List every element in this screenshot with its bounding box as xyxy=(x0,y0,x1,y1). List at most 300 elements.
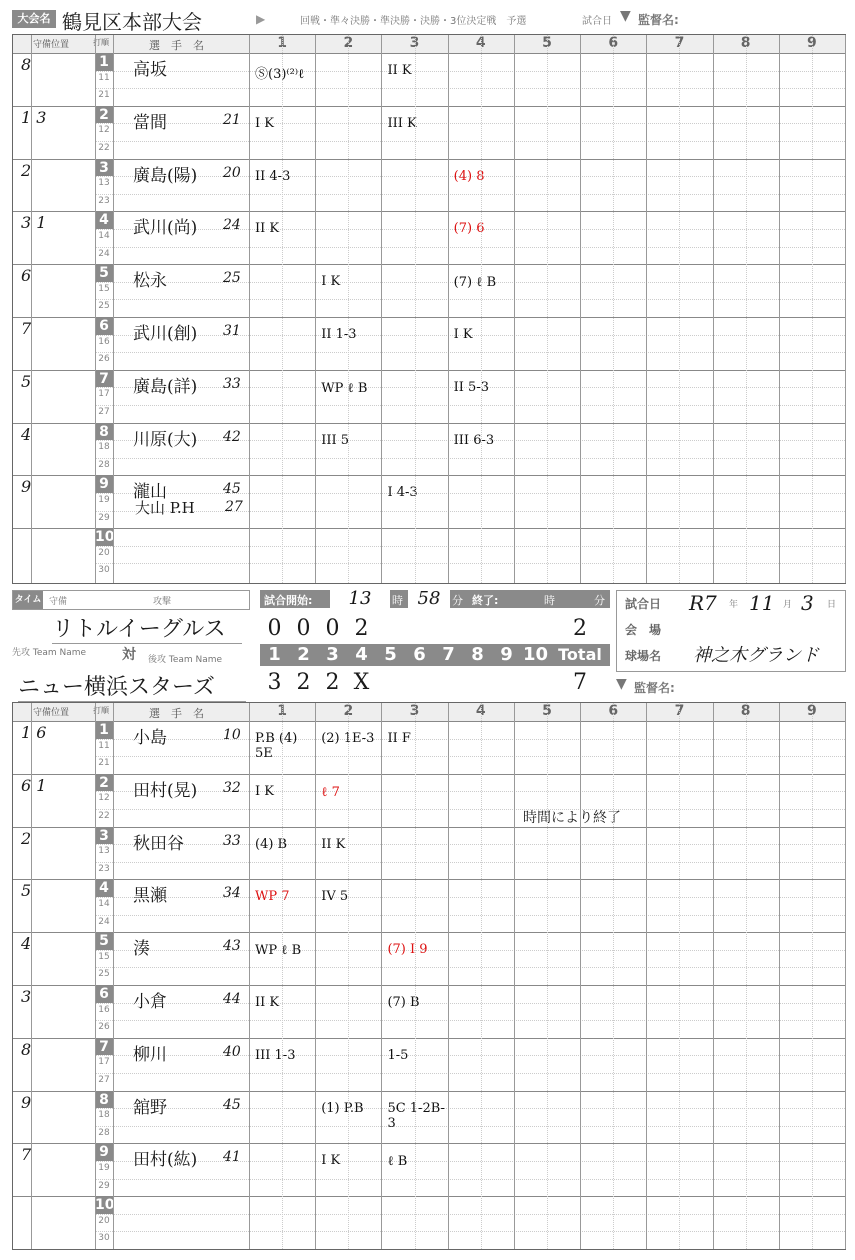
linescore-cell: 2 xyxy=(296,670,311,695)
row-divider xyxy=(13,423,845,424)
triangle-down-icon-2: ▼ xyxy=(616,676,627,692)
position: 1 6 xyxy=(21,723,47,742)
sub-divider xyxy=(348,703,349,1249)
inning-label-1: 1 xyxy=(277,35,287,51)
sub-row-divider xyxy=(95,1073,845,1074)
inning-label-5: 5 xyxy=(542,35,552,51)
position: 7 xyxy=(21,1145,32,1165)
at-bat-mark: (4) 8 xyxy=(453,168,485,184)
sub-row-divider xyxy=(95,1108,845,1109)
sub-order: 15 xyxy=(98,283,110,294)
sub-row-divider xyxy=(95,1179,845,1180)
batting-order-7: 7 xyxy=(95,1039,113,1056)
sub-order: 18 xyxy=(98,442,110,453)
sub-divider xyxy=(613,703,614,1249)
start-hour: 13 xyxy=(330,588,390,608)
sub-order: 17 xyxy=(98,389,110,400)
batting-order-4: 4 xyxy=(95,880,113,897)
sub-divider xyxy=(679,703,680,1249)
sub-order: 19 xyxy=(98,495,110,505)
sub-row-divider xyxy=(95,1055,845,1056)
at-bat-mark: II K xyxy=(321,836,346,852)
sub-row-divider xyxy=(95,897,845,898)
uniform-number: 45 xyxy=(223,1096,241,1113)
sub-order: 16 xyxy=(98,1004,110,1015)
row-divider xyxy=(13,1196,845,1197)
inning-label-2: 2 xyxy=(343,35,354,51)
batting-order-9: 9 xyxy=(95,1144,113,1161)
inning-label-2: 2 xyxy=(343,703,354,719)
sub-order: 13 xyxy=(98,846,110,857)
sub-order: 22 xyxy=(98,811,110,821)
inning-head: 1 xyxy=(260,644,290,666)
row-divider xyxy=(13,264,845,265)
total-cell: 7 xyxy=(573,670,587,695)
position: 8 xyxy=(21,1039,32,1059)
col-divider xyxy=(113,35,114,583)
second-label: 後攻 Team Name xyxy=(148,655,223,665)
row-divider xyxy=(13,879,845,880)
sub-row-divider xyxy=(95,563,845,564)
col-divider xyxy=(249,35,250,583)
inning-label-4: 4 xyxy=(475,703,486,719)
start-bar xyxy=(260,590,610,608)
inning-divider xyxy=(514,703,515,1249)
inning-head: 8 xyxy=(463,644,493,666)
tournament-label: 大会名 xyxy=(12,10,56,28)
row-divider xyxy=(13,211,845,212)
inning-divider xyxy=(779,703,780,1249)
sub-order: 25 xyxy=(98,969,110,980)
sub-order: 26 xyxy=(98,354,110,365)
at-bat-mark: I 4-3 xyxy=(387,485,418,501)
batting-order-3: 3 xyxy=(95,160,113,177)
sub-order: 11 xyxy=(98,740,110,751)
position: 4 xyxy=(21,424,32,444)
sub-order: 28 xyxy=(98,1127,110,1138)
sub-order: 22 xyxy=(98,143,110,153)
substitute-name: 大山 P.H xyxy=(135,499,195,518)
uniform-number: 45 xyxy=(223,481,241,498)
month-unit: 月 xyxy=(783,600,793,610)
start-min: 58 xyxy=(408,588,450,608)
sub-row-divider xyxy=(95,1231,845,1232)
sub-order: 26 xyxy=(98,1022,110,1033)
end-min-unit: 分 xyxy=(594,594,605,607)
row-divider xyxy=(13,53,845,54)
home-linescore-row xyxy=(260,670,610,696)
at-bat-mark: (7) B xyxy=(387,995,420,1010)
row-divider xyxy=(13,528,845,529)
inning-label-1: 1 xyxy=(277,703,287,719)
batting-order-1: 1 xyxy=(95,54,113,71)
inning-label-6: 6 xyxy=(608,35,619,51)
sub-order: 17 xyxy=(98,1057,110,1068)
at-bat-mark: III 6-3 xyxy=(453,432,495,448)
sub-order: 14 xyxy=(98,231,110,241)
manager-label-mid: 監督名: xyxy=(634,681,675,695)
sub-order: 14 xyxy=(98,899,110,909)
sub-order: 23 xyxy=(98,195,110,206)
inning-divider xyxy=(514,35,515,583)
uniform-number: 43 xyxy=(223,938,241,955)
sub-divider xyxy=(481,703,482,1249)
linescore-cell: 2 xyxy=(354,616,369,641)
player-name: 小倉 xyxy=(133,992,167,1012)
at-bat-mark: ℓ B xyxy=(387,1154,408,1170)
player-name: 田村(紘) xyxy=(133,1150,198,1171)
sub-order: 21 xyxy=(98,758,110,769)
player-name: 舘野 xyxy=(133,1097,167,1118)
at-bat-mark: ℓ 7 xyxy=(321,784,340,800)
uniform-number: 44 xyxy=(223,991,241,1007)
at-bat-mark: II F xyxy=(387,731,411,746)
inning-divider xyxy=(845,35,846,583)
col-divider xyxy=(95,703,96,1249)
tournament-name: 鶴見区本部大会 xyxy=(62,6,242,36)
batting-order-3: 3 xyxy=(95,828,113,845)
at-bat-mark: WP ℓ B xyxy=(321,380,368,396)
inning-head: 3 xyxy=(318,644,348,666)
row-divider xyxy=(13,932,845,933)
sub-divider xyxy=(812,35,813,583)
visitor-team-name: リトルイーグルス xyxy=(52,612,242,644)
position: 1 3 xyxy=(21,107,47,127)
inning-divider xyxy=(646,703,647,1249)
lineup-header: 守備位置 xyxy=(33,40,70,50)
sub-divider xyxy=(746,35,747,583)
player-header: 選 手 名 xyxy=(149,39,204,52)
inning-divider xyxy=(779,35,780,583)
sub-row-divider xyxy=(95,511,845,512)
at-bat-mark: II K xyxy=(255,221,280,237)
year-unit: 年 xyxy=(729,600,739,610)
at-bat-mark: I K xyxy=(321,274,341,290)
sub-row-divider xyxy=(95,71,845,72)
sub-order: 28 xyxy=(98,459,110,470)
uniform-number: 32 xyxy=(223,779,241,796)
first-label: 先攻 Team Name xyxy=(12,648,87,658)
row-divider xyxy=(13,827,845,828)
uniform-number: 42 xyxy=(223,428,241,445)
at-bat-mark: II K xyxy=(387,63,412,78)
vs-label: 対 xyxy=(122,647,136,663)
col-divider xyxy=(249,703,250,1249)
sub-order: 25 xyxy=(98,301,110,312)
sub-divider xyxy=(481,35,482,583)
batting-order-6: 6 xyxy=(95,986,113,1003)
sub-divider xyxy=(812,703,813,1249)
batting-order-2: 2 xyxy=(95,107,113,124)
atk-label: 攻撃 xyxy=(153,597,172,607)
linescore-cell: 0 xyxy=(267,616,282,641)
inning-divider xyxy=(580,703,581,1249)
player-name: 松永 xyxy=(133,271,167,292)
uniform-number: 10 xyxy=(223,727,241,743)
at-bat-mark: (4) B xyxy=(255,836,288,852)
at-bat-mark: III 5 xyxy=(321,432,350,448)
at-bat-mark: Ⓢ(3)⁽²⁾ℓ xyxy=(255,67,305,82)
uniform-number: 40 xyxy=(223,1043,241,1060)
col-divider xyxy=(113,703,114,1249)
player-name: 秋田谷 xyxy=(133,833,184,854)
player-name: 小島 xyxy=(133,728,167,748)
hour-unit: 時 xyxy=(392,594,403,607)
game-info-box xyxy=(616,590,846,672)
batting-order-6: 6 xyxy=(95,318,113,335)
order-header: 打順 xyxy=(93,38,109,47)
min-unit: 分 xyxy=(452,594,463,607)
linescore-cell: 0 xyxy=(296,616,311,641)
position: 8 xyxy=(21,55,32,74)
row-divider xyxy=(13,721,845,722)
position: 7 xyxy=(21,319,32,338)
linescore-cell: 2 xyxy=(325,670,340,695)
col-divider xyxy=(31,703,32,1249)
sub-row-divider xyxy=(95,299,845,300)
sub-row-divider xyxy=(95,493,845,494)
linescore-cell: 3 xyxy=(267,670,282,695)
player-name: 武川(創) xyxy=(133,324,198,344)
row-divider xyxy=(13,370,845,371)
inning-head: 4 xyxy=(347,644,377,666)
batting-order-5: 5 xyxy=(95,265,113,282)
home-scoresheet xyxy=(12,702,846,1250)
at-bat-mark: (2) 1E-3 xyxy=(321,731,375,746)
at-bat-mark: 5C 1-2B-3 xyxy=(387,1100,445,1131)
at-bat-mark: I K xyxy=(255,115,274,131)
sub-order: 20 xyxy=(98,547,110,558)
at-bat-mark: WP 7 xyxy=(255,889,290,905)
row-divider xyxy=(13,106,845,107)
sub-divider xyxy=(415,35,416,583)
sub-row-divider xyxy=(95,1214,845,1215)
batting-order-5: 5 xyxy=(95,933,113,950)
sub-row-divider xyxy=(95,1020,845,1021)
inning-head: 2 xyxy=(289,644,319,666)
inning-head: 10 xyxy=(521,644,551,666)
home-team-name: ニュー横浜スターズ xyxy=(18,670,246,702)
batting-order-8: 8 xyxy=(95,424,113,441)
player-name: 湊 xyxy=(133,939,150,960)
end-hour-unit: 時 xyxy=(544,594,555,607)
inning-label-7: 7 xyxy=(674,703,685,719)
at-bat-mark: II 1-3 xyxy=(321,327,357,342)
uniform-number: 41 xyxy=(223,1149,241,1166)
sub-divider xyxy=(547,35,548,583)
sub-row-divider xyxy=(95,791,845,792)
row-divider xyxy=(13,1143,845,1144)
date-month: 11 xyxy=(749,591,775,615)
sub-row-divider xyxy=(95,756,845,757)
sub-row-divider xyxy=(95,247,845,248)
field-label: 球場名 xyxy=(625,649,662,663)
at-bat-mark: I K xyxy=(321,1153,341,1169)
player-header-bottom: 選 手 名 xyxy=(149,707,204,720)
sub-order: 18 xyxy=(98,1110,110,1121)
sub-row-divider xyxy=(95,950,845,951)
batting-order-8: 8 xyxy=(95,1092,113,1109)
inning-divider xyxy=(315,35,316,583)
inning-label-9: 9 xyxy=(807,35,817,51)
position: 3 xyxy=(21,987,32,1006)
inning-label-3: 3 xyxy=(409,703,420,719)
sub-order: 19 xyxy=(98,1163,110,1173)
row-divider xyxy=(13,1038,845,1039)
venue-label: 会 場 xyxy=(625,623,662,637)
visitor-linescore-row xyxy=(260,616,610,642)
sub-row-divider xyxy=(95,915,845,916)
sub-row-divider xyxy=(95,1003,845,1004)
start-label: 試合開始: xyxy=(264,594,313,607)
linescore-cell: X xyxy=(353,670,370,695)
col-divider xyxy=(95,35,96,583)
inning-label-8: 8 xyxy=(740,35,751,51)
sub-row-divider xyxy=(95,967,845,968)
player-name: 川原(大) xyxy=(133,429,198,450)
inning-divider xyxy=(845,703,846,1249)
order-header-bottom: 打順 xyxy=(93,706,109,715)
batting-order-7: 7 xyxy=(95,371,113,388)
sub-divider xyxy=(746,703,747,1249)
uniform-number: 31 xyxy=(223,323,241,339)
inning-label-4: 4 xyxy=(475,35,486,51)
inning-label-5: 5 xyxy=(542,703,552,719)
inning-label-6: 6 xyxy=(608,703,619,719)
total-cell: 2 xyxy=(573,616,587,641)
def-label: 守備 xyxy=(49,597,68,607)
triangle-down-icon: ▼ xyxy=(620,8,631,24)
sub-divider xyxy=(613,35,614,583)
uniform-number: 24 xyxy=(223,217,241,234)
player-name: 瀧山 xyxy=(133,482,167,503)
uniform-number: 25 xyxy=(223,270,241,287)
uniform-number: 33 xyxy=(223,375,241,392)
total-head: Total xyxy=(550,644,610,666)
player-name: 當間 xyxy=(133,112,167,133)
inning-head: 6 xyxy=(405,644,435,666)
at-bat-mark: WP ℓ B xyxy=(255,943,302,959)
batting-order-1: 1 xyxy=(95,722,113,739)
sub-row-divider xyxy=(95,458,845,459)
sub-order: 30 xyxy=(98,565,110,576)
at-bat-mark: II K xyxy=(255,995,280,1010)
sub-row-divider xyxy=(95,141,845,142)
sub-row-divider xyxy=(95,862,845,863)
position: 2 xyxy=(21,828,32,848)
sub-row-divider xyxy=(95,194,845,195)
row-divider xyxy=(13,475,845,476)
sub-order: 23 xyxy=(98,863,110,874)
position: 5 xyxy=(21,881,32,901)
inning-head-row xyxy=(260,644,610,668)
end-label: 終了: xyxy=(472,594,499,607)
inning-divider xyxy=(448,703,449,1249)
uniform-number: 21 xyxy=(223,111,241,128)
inning-head: 7 xyxy=(434,644,464,666)
round-options: 回戦・準々決勝・準決勝・決勝・3位決定戦 予選 xyxy=(300,16,527,27)
inning-divider xyxy=(315,703,316,1249)
at-bat-mark: III K xyxy=(387,115,417,131)
player-name: 廣島(陽) xyxy=(133,165,198,186)
position: 9 xyxy=(21,477,32,497)
sub-divider xyxy=(679,35,680,583)
date-era: R7 xyxy=(689,591,717,615)
position: 4 xyxy=(21,934,32,954)
game-date-label: 試合日 xyxy=(582,16,612,27)
sub-order: 24 xyxy=(98,248,110,259)
visitor-scoresheet xyxy=(12,34,846,584)
player-name: 廣島(詳) xyxy=(133,376,198,397)
inning-head: 5 xyxy=(376,644,406,666)
sub-row-divider xyxy=(95,739,845,740)
batting-order-4: 4 xyxy=(95,212,113,229)
sub-divider xyxy=(348,35,349,583)
batting-order-2: 2 xyxy=(95,775,113,792)
linescore-cell: 0 xyxy=(325,616,340,641)
uniform-number: 20 xyxy=(223,164,241,181)
position: 3 1 xyxy=(21,213,47,233)
time-label: タイム xyxy=(13,591,43,609)
row-divider xyxy=(13,985,845,986)
sub-divider xyxy=(282,35,283,583)
sub-divider xyxy=(282,703,283,1249)
sub-order: 15 xyxy=(98,951,110,962)
row-divider xyxy=(13,1091,845,1092)
day-unit: 日 xyxy=(827,600,837,610)
uniform-number: 34 xyxy=(223,885,241,902)
sub-order: 29 xyxy=(98,512,110,523)
date-label: 試合日 xyxy=(625,597,662,611)
sub-order: 27 xyxy=(98,1075,110,1085)
inning-divider xyxy=(381,35,382,583)
sub-row-divider xyxy=(95,844,845,845)
at-bat-mark: (7) 6 xyxy=(453,221,485,237)
inning-label-9: 9 xyxy=(807,703,817,719)
sub-order: 12 xyxy=(98,125,110,136)
at-bat-mark: II 4-3 xyxy=(255,168,291,184)
field-value: 神之木グランド xyxy=(693,645,819,666)
sub-row-divider xyxy=(95,88,845,89)
player-name: 柳川 xyxy=(133,1044,167,1065)
inning-divider xyxy=(381,703,382,1249)
sub-order: 11 xyxy=(98,72,110,83)
inning-head: 9 xyxy=(492,644,522,666)
sub-order: 29 xyxy=(98,1180,110,1191)
player-name: 黒瀬 xyxy=(133,886,167,907)
sub-order: 27 xyxy=(98,407,110,417)
inning-label-8: 8 xyxy=(740,703,751,719)
sub-row-divider xyxy=(95,123,845,124)
uniform-number: 33 xyxy=(223,832,241,849)
sub-divider xyxy=(415,703,416,1249)
substitute-uniform: 27 xyxy=(225,499,243,516)
batting-order-10: 10 xyxy=(95,1197,115,1214)
position: 6 1 xyxy=(21,775,47,795)
at-bat-mark: II 5-3 xyxy=(453,379,489,395)
row-divider xyxy=(13,159,845,160)
time-box xyxy=(12,590,250,610)
sub-row-divider xyxy=(95,1161,845,1162)
batting-order-9: 9 xyxy=(95,476,113,493)
inning-divider xyxy=(448,35,449,583)
row-divider xyxy=(13,774,845,775)
position: 5 xyxy=(21,371,32,391)
sub-divider xyxy=(547,703,548,1249)
position: 9 xyxy=(21,1092,32,1112)
player-name: 高坂 xyxy=(133,60,167,80)
row-divider xyxy=(13,317,845,318)
